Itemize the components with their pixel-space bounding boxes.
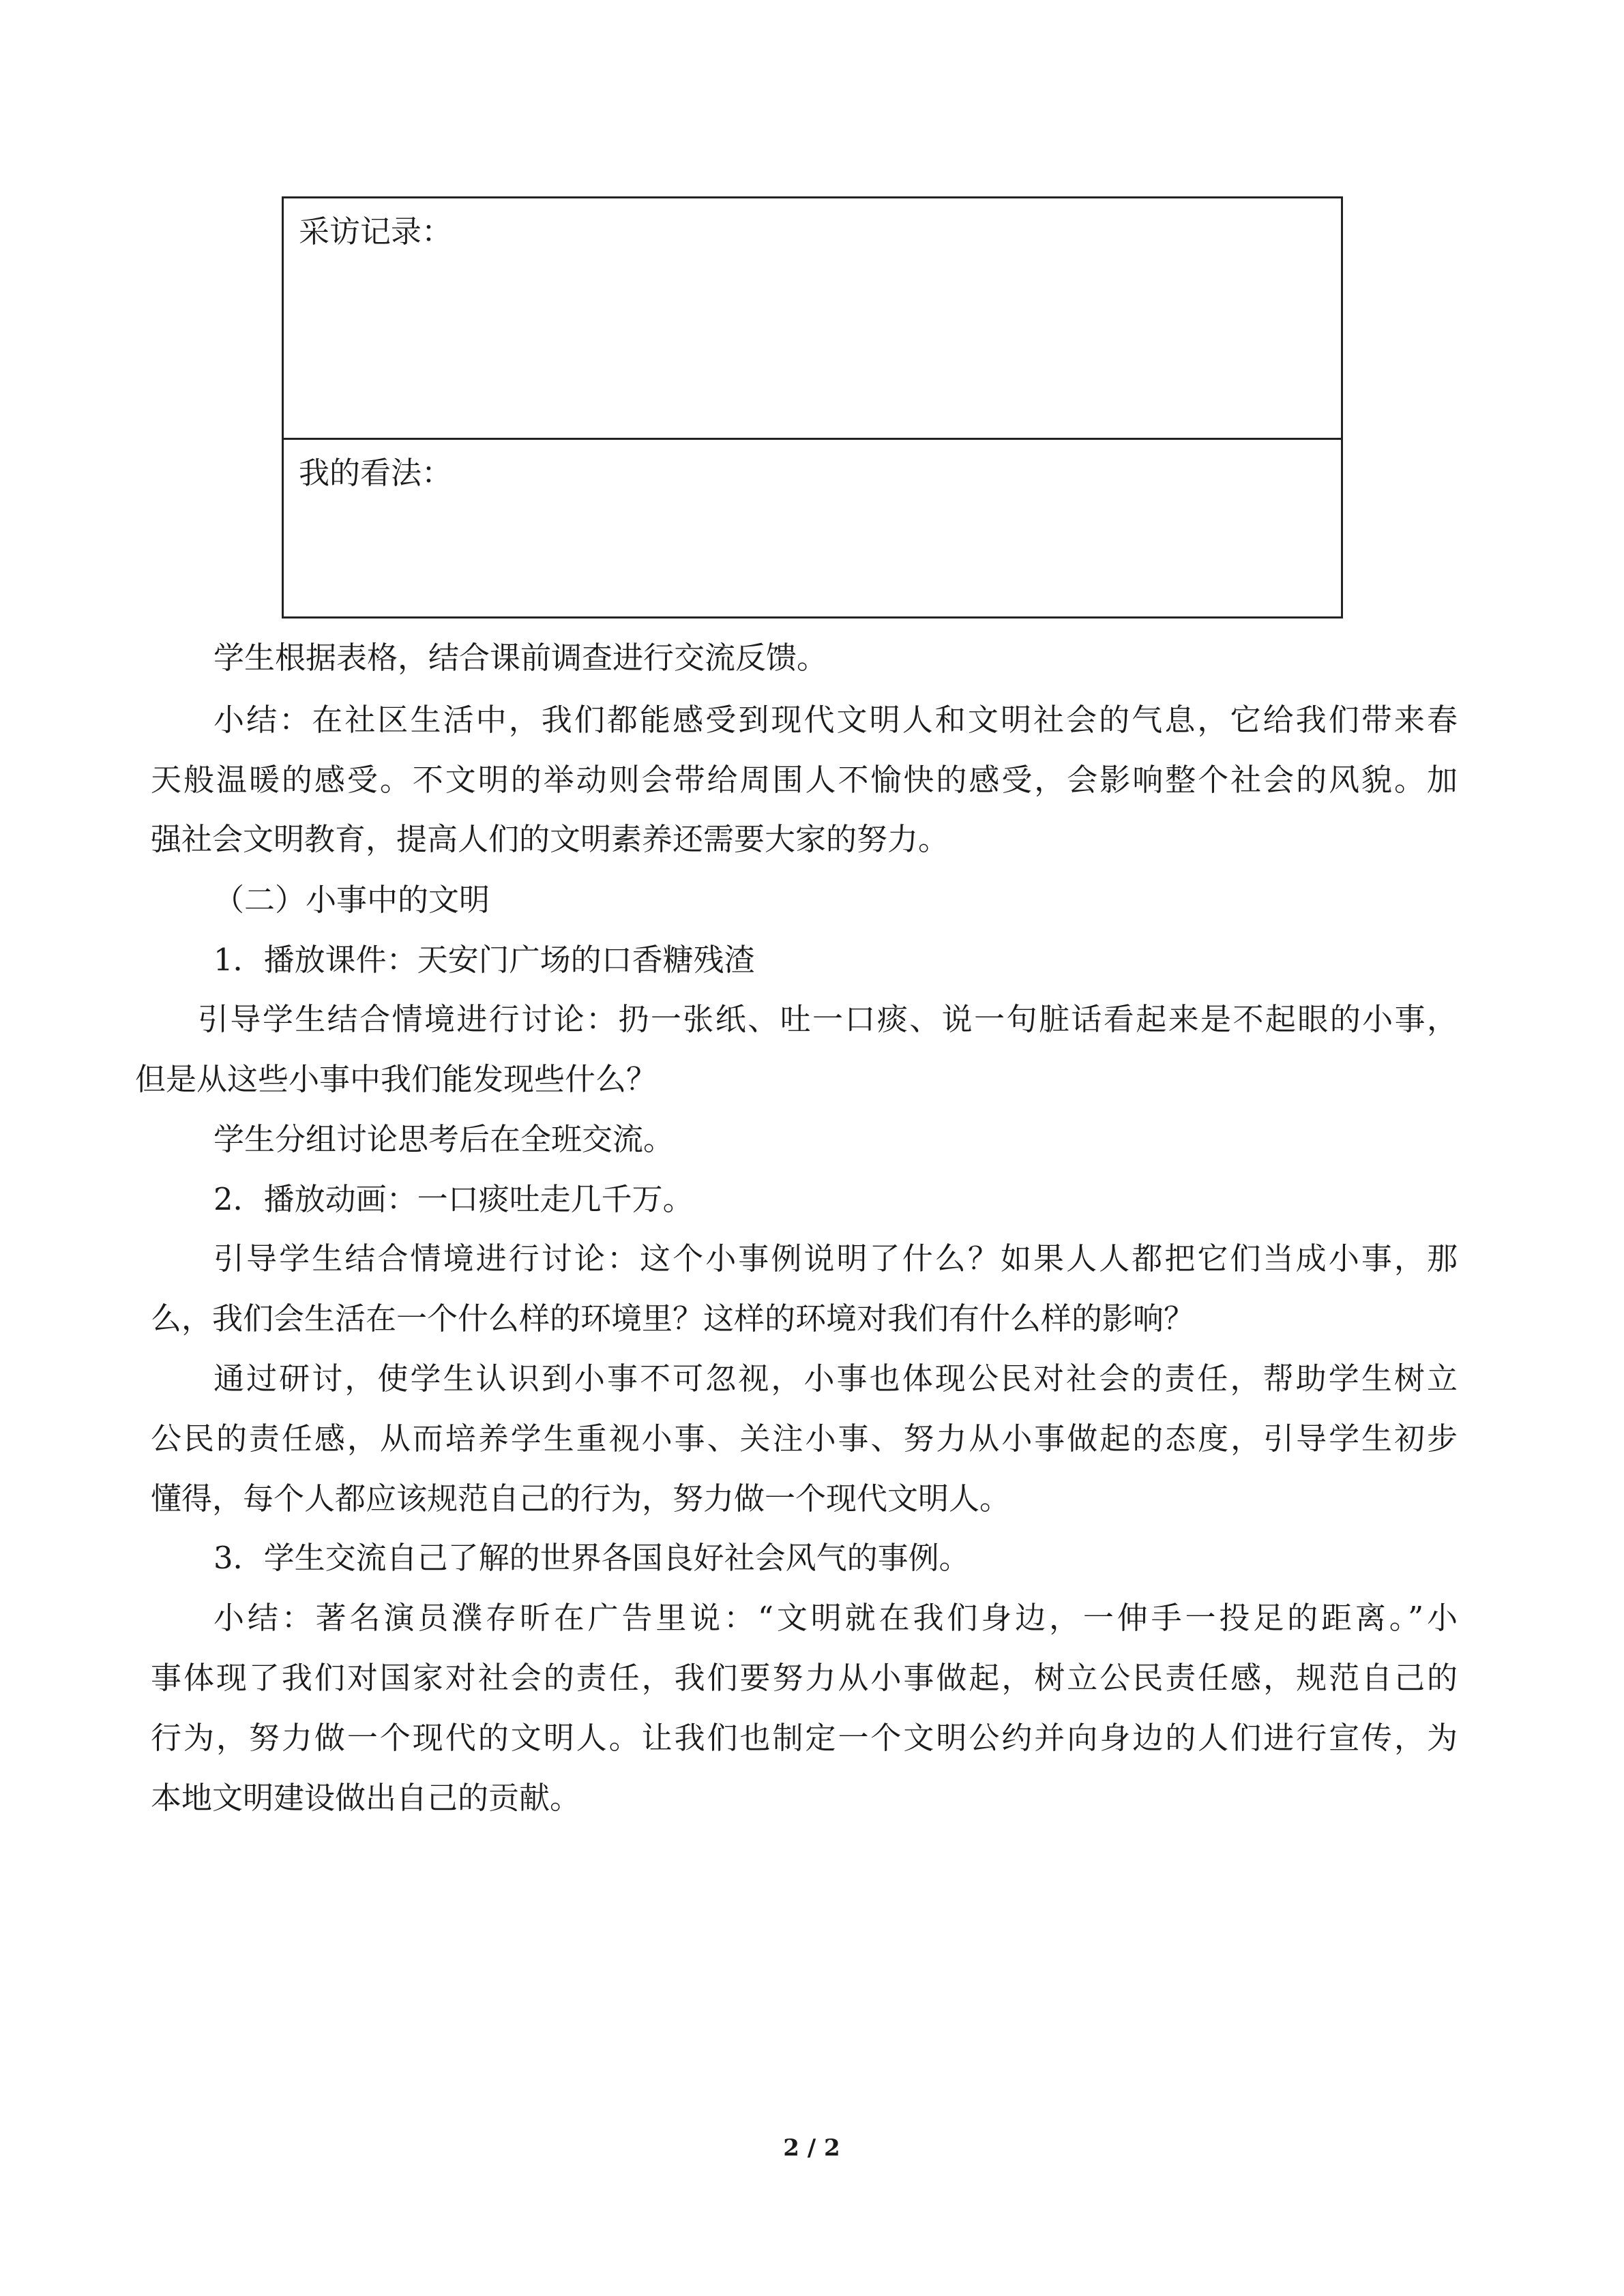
- item-2: 2．播放动画：一口痰吐走几千万。: [213, 1181, 694, 1217]
- interview-record-cell: [284, 198, 1341, 440]
- summary-2-line-2: 事体现了我们对国家对社会的责任，我们要努力从小事做起，树立公民责任感，规范自己的: [151, 1660, 1458, 1696]
- paragraph-feedback: 学生根据表格，结合课前调查进行交流反馈。: [213, 640, 828, 676]
- summary-2-line-3: 行为，努力做一个现代的文明人。让我们也制定一个文明公约并向身边的人们进行宣传，为: [151, 1720, 1458, 1756]
- summary-2-line-4: 本地文明建设做出自己的贡献。: [151, 1780, 581, 1816]
- summary-1-line-2: 天般温暖的感受。不文明的举动则会带给周围人不愉快的感受，会影响整个社会的风貌。加: [151, 762, 1458, 798]
- study-line-3: 懂得，每个人都应该规范自己的行为，努力做一个现代文明人。: [151, 1480, 1011, 1517]
- discussion-1-line-2: 但是从这些小事中我们能发现些什么？: [135, 1061, 658, 1097]
- my-opinion-label: 我的看法：: [299, 455, 453, 491]
- study-line-1: 通过研讨，使学生认识到小事不可忽视，小事也体现公民对社会的责任，帮助学生树立: [213, 1360, 1458, 1397]
- discussion-2-line-2: 么，我们会生活在一个什么样的环境里？这样的环境对我们有什么样的影响？: [151, 1300, 1195, 1337]
- interview-form-table: [282, 196, 1343, 618]
- page-number: 2 / 2: [783, 2134, 840, 2162]
- section-heading-small-things: （二）小事中的文明: [213, 882, 490, 918]
- discussion-2-line-1: 引导学生结合情境进行讨论：这个小事例说明了什么？如果人人都把它们当成小事，那: [213, 1240, 1458, 1277]
- summary-1-line-1: 小结：在社区生活中，我们都能感受到现代文明人和文明社会的气息，它给我们带来春: [213, 702, 1458, 738]
- item-1: 1．播放课件：天安门广场的口香糖残渣: [213, 942, 755, 978]
- study-line-2: 公民的责任感，从而培养学生重视小事、关注小事、努力从小事做起的态度，引导学生初步: [151, 1420, 1458, 1457]
- group-discussion: 学生分组讨论思考后在全班交流。: [213, 1121, 675, 1157]
- summary-2-line-1: 小结：著名演员濮存昕在广告里说：“文明就在我们身边，一伸手一投足的距离。”小: [213, 1600, 1458, 1636]
- my-opinion-cell: [284, 440, 1341, 618]
- summary-1-line-3: 强社会文明教育，提高人们的文明素养还需要大家的努力。: [151, 821, 949, 857]
- interview-record-label: 采访记录：: [299, 213, 453, 250]
- item-3: 3．学生交流自己了解的世界各国良好社会风气的事例。: [213, 1540, 970, 1576]
- discussion-1-line-1: 引导学生结合情境进行讨论：扔一张纸、吐一口痰、说一句脏话看起来是不起眼的小事，: [198, 1001, 1458, 1037]
